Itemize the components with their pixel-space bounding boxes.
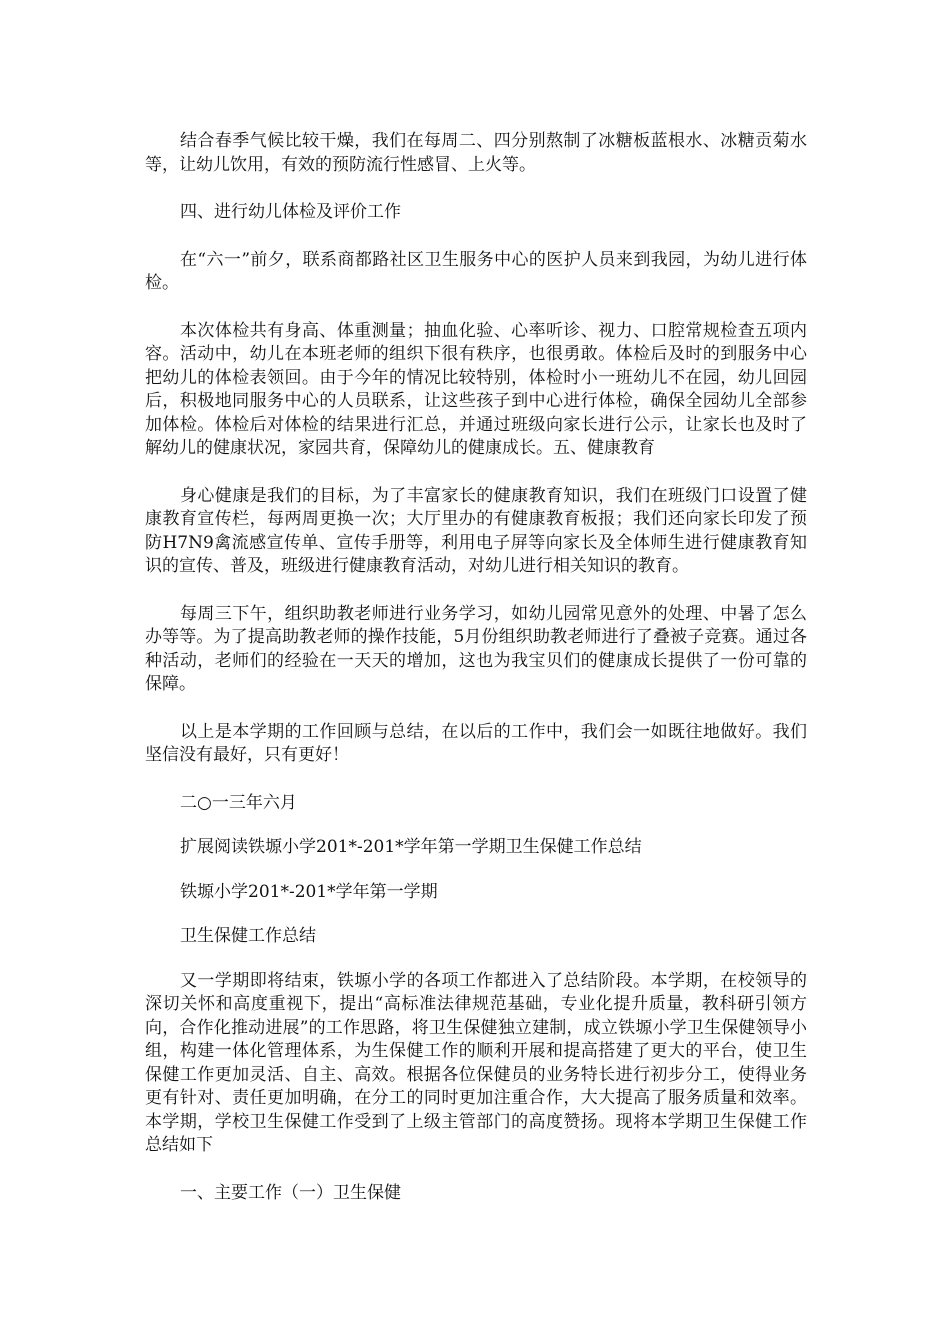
document-page xyxy=(145,130,807,1205)
section-heading-health-checkup: 四、进行幼儿体检及评价工作 xyxy=(180,202,401,222)
paragraph-health-education: 身心健康是我们的目标，为了丰富家长的健康教育知识，我们在班级门口设置了健康教育宣传栏，每两周更换一次；大厅里办的有健康教育板报；我们还向家长印发了预防H7N9禽流感宣传单、宣传手册等，利用电子屏等向家长及全体师生进行健康教育知识的宣传、普及，班级进行健康教育活动，对幼儿进行相关知识的教育。 xyxy=(145,485,807,576)
paragraph-semester-intro: 又一学期即将结束，铁塬小学的各项工作都进入了总结阶段。本学期，在校领导的深切关怀和高度重视下，提出“高标准法律规范基础，专业化提升质量，教科研引领方向，合作化推动进展”的工作思路，将卫生保健独立建制，成立铁塬小学卫生保健领导小组，构建一体化管理体系，为生保健工作的顺利开展和提高搭建了更大的平台，使卫生保健工作更加灵活、自主、高效。根据各位保健员的业务特长进行初步分工，使得业务更有针对、责任更加明确，在分工的同时更加注重合作，大大提高了服务质量和效率。本学期，学校卫生保健工作受到了上级主管部门的高度赞扬。现将本学期卫生保健工作总结如下 xyxy=(145,970,807,1155)
date-line: 二○一三年六月 xyxy=(180,792,297,813)
section-heading-main-work: 一、主要工作（一）卫生保健 xyxy=(180,1182,401,1203)
paragraph-conclusion: 以上是本学期的工作回顾与总结，在以后的工作中，我们会一如既往地做好。我们坚信没有最好，只有更好！ xyxy=(145,721,807,765)
summary-title: 卫生保健工作总结 xyxy=(180,926,316,946)
paragraph-children-day-checkup: 在“六一”前夕，联系商都路社区卫生服务中心的医护人员来到我园，为幼儿进行体检。 xyxy=(145,249,807,293)
paragraph-herbal-drinks: 结合春季气候比较干燥，我们在每周二、四分别熬制了冰糖板蓝根水、冰糖贡菊水等，让幼儿饮用，有效的预防流行性感冒、上火等。 xyxy=(145,131,807,175)
extended-reading-title: 扩展阅读铁塬小学201*-201*学年第一学期卫生保健工作总结 xyxy=(180,837,642,857)
paragraph-staff-training: 每周三下午，组织助教老师进行业务学习，如幼儿园常见意外的处理、中暑了怎么办等等。为了提高助教老师的操作技能，5月份组织助教老师进行了叠被子竞赛。通过各种活动，老师们的经验在一天天的增加，这也为我宝贝们的健康成长提供了一份可靠的保障。 xyxy=(145,603,807,694)
school-term-title: 铁塬小学201*-201*学年第一学期 xyxy=(180,881,438,902)
paragraph-checkup-details: 本次体检共有身高、体重测量；抽血化验、心率听诊、视力、口腔常规检查五项内容。活动中，幼儿在本班老师的组织下很有秩序，也很勇敢。体检后及时的到服务中心把幼儿的体检表领回。由于今年的情况比较特别，体检时小一班幼儿不在园，幼儿回园后，积极地同服务中心的人员联系，让这些孩子到中心进行体检，确保全园幼儿全部参加体检。体检后对体检的结果进行汇总，并通过班级向家长进行公示，让家长也及时了解幼儿的健康状况，家园共育，保障幼儿的健康成长。五、健康教育 xyxy=(145,320,807,458)
